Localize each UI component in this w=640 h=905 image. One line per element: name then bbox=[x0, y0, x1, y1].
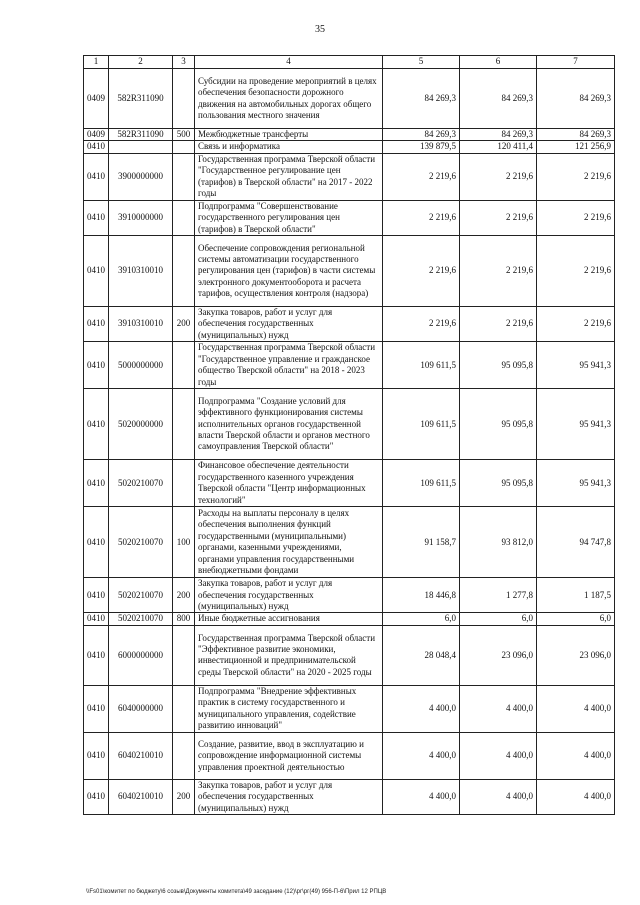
target-article-code: 6040000000 bbox=[109, 685, 173, 732]
target-article-code: 5000000000 bbox=[109, 342, 173, 389]
amount-col-6: 23 096,0 bbox=[460, 625, 537, 685]
amount-col-7: 4 400,0 bbox=[537, 732, 615, 779]
item-name: Межбюджетные трансферты bbox=[195, 129, 383, 141]
target-article-code: 6040210010 bbox=[109, 779, 173, 814]
target-article-code: 5020210070 bbox=[109, 507, 173, 578]
amount-col-5: 4 400,0 bbox=[383, 685, 460, 732]
item-name: Обеспечение сопровождения региональной системы автоматизации государственного регулирования цен (тарифов) в части системы электронного документооборота и расчета тарифов, осуществления контроля (надзора) bbox=[195, 236, 383, 307]
section-code: 0410 bbox=[84, 625, 109, 685]
section-code: 0410 bbox=[84, 389, 109, 460]
target-article-code: 5020210070 bbox=[109, 578, 173, 613]
amount-col-5: 139 879,5 bbox=[383, 141, 460, 153]
target-article-code: 5020000000 bbox=[109, 389, 173, 460]
amount-col-7: 1 187,5 bbox=[537, 578, 615, 613]
amount-col-7: 94 747,8 bbox=[537, 507, 615, 578]
amount-col-5: 109 611,5 bbox=[383, 460, 460, 507]
expense-type-code: 500 bbox=[173, 129, 195, 141]
target-article-code: 3910310010 bbox=[109, 236, 173, 307]
amount-col-5: 2 219,6 bbox=[383, 236, 460, 307]
section-code: 0410 bbox=[84, 141, 109, 153]
expense-type-code bbox=[173, 141, 195, 153]
amount-col-5: 84 269,3 bbox=[383, 69, 460, 129]
item-name: Создание, развитие, ввод в эксплуатацию и сопровождение информационной системы управления проектной деятельностью bbox=[195, 732, 383, 779]
item-name: Государственная программа Тверской области "Государственное регулирование цен (тарифов) в Тверской области" на 2017 - 2022 годы bbox=[195, 153, 383, 200]
amount-col-5: 2 219,6 bbox=[383, 307, 460, 342]
table-row bbox=[84, 153, 615, 200]
item-name: Закупка товаров, работ и услуг для обеспечения государственных (муниципальных) нужд bbox=[195, 779, 383, 814]
target-article-code: 5020210070 bbox=[109, 460, 173, 507]
amount-col-6: 4 400,0 bbox=[460, 685, 537, 732]
amount-col-6: 84 269,3 bbox=[460, 129, 537, 141]
amount-col-5: 84 269,3 bbox=[383, 129, 460, 141]
item-name: Подпрограмма "Совершенствование государственного регулирования цен (тарифов) в Тверской области" bbox=[195, 200, 383, 235]
item-name: Закупка товаров, работ и услуг для обеспечения государственных (муниципальных) нужд bbox=[195, 578, 383, 613]
amount-col-7: 95 941,3 bbox=[537, 389, 615, 460]
item-name: Расходы на выплаты персоналу в целях обеспечения выполнения функций государственными (муниципальными) органами, казенными учреждениями, органами управления государственными внебюджетными фондами bbox=[195, 507, 383, 578]
section-code: 0409 bbox=[84, 129, 109, 141]
amount-col-7: 95 941,3 bbox=[537, 342, 615, 389]
amount-col-7: 84 269,3 bbox=[537, 69, 615, 129]
table-row bbox=[84, 507, 615, 578]
amount-col-6: 6,0 bbox=[460, 613, 537, 625]
expense-type-code: 100 bbox=[173, 507, 195, 578]
table-row bbox=[84, 732, 615, 779]
item-name: Подпрограмма "Создание условий для эффективного функционирования системы исполнительных органов государственной власти Тверской области и органов местного самоуправления Тверской области" bbox=[195, 389, 383, 460]
amount-col-5: 109 611,5 bbox=[383, 342, 460, 389]
item-name: Государственная программа Тверской области "Государственное управление и гражданское общество Тверской области" на 2018 - 2023 годы bbox=[195, 342, 383, 389]
target-article-code: 3900000000 bbox=[109, 153, 173, 200]
amount-col-7: 6,0 bbox=[537, 613, 615, 625]
section-code: 0410 bbox=[84, 307, 109, 342]
amount-col-6: 93 812,0 bbox=[460, 507, 537, 578]
amount-col-7: 2 219,6 bbox=[537, 307, 615, 342]
expense-type-code bbox=[173, 200, 195, 235]
header-cell: 5 bbox=[383, 56, 460, 69]
expense-type-code bbox=[173, 69, 195, 129]
expense-type-code bbox=[173, 342, 195, 389]
header-cell: 6 bbox=[460, 56, 537, 69]
amount-col-7: 84 269,3 bbox=[537, 129, 615, 141]
item-name: Закупка товаров, работ и услуг для обеспечения государственных (муниципальных) нужд bbox=[195, 307, 383, 342]
expense-type-code bbox=[173, 389, 195, 460]
target-article-code: 6040210010 bbox=[109, 732, 173, 779]
budget-table bbox=[83, 55, 615, 815]
amount-col-5: 91 158,7 bbox=[383, 507, 460, 578]
amount-col-6: 1 277,8 bbox=[460, 578, 537, 613]
section-code: 0410 bbox=[84, 236, 109, 307]
item-name: Связь и информатика bbox=[195, 141, 383, 153]
amount-col-5: 6,0 bbox=[383, 613, 460, 625]
section-code: 0410 bbox=[84, 200, 109, 235]
item-name: Финансовое обеспечение деятельности государственного казенного учреждения Тверской области "Центр информационных технологий" bbox=[195, 460, 383, 507]
target-article-code: 582R311090 bbox=[109, 129, 173, 141]
footer-file-path: \\Fs01\комитет по бюджету\6 созыв\Документы комитета\49 заседание (12)\рг\рг(49) 956-П-6\Прил 12 РПЦВ bbox=[86, 889, 387, 895]
section-code: 0410 bbox=[84, 507, 109, 578]
expense-type-code: 200 bbox=[173, 779, 195, 814]
table-row bbox=[84, 200, 615, 235]
target-article-code: 582R311090 bbox=[109, 69, 173, 129]
target-article-code: 6000000000 bbox=[109, 625, 173, 685]
table-row bbox=[84, 389, 615, 460]
expense-type-code bbox=[173, 625, 195, 685]
table-row bbox=[84, 307, 615, 342]
amount-col-7: 23 096,0 bbox=[537, 625, 615, 685]
amount-col-6: 2 219,6 bbox=[460, 200, 537, 235]
table-row bbox=[84, 625, 615, 685]
amount-col-6: 95 095,8 bbox=[460, 389, 537, 460]
page-number: 35 bbox=[315, 24, 325, 35]
expense-type-code: 200 bbox=[173, 307, 195, 342]
target-article-code: 5020210070 bbox=[109, 613, 173, 625]
table-row bbox=[84, 141, 615, 153]
amount-col-6: 95 095,8 bbox=[460, 342, 537, 389]
section-code: 0410 bbox=[84, 342, 109, 389]
expense-type-code bbox=[173, 236, 195, 307]
amount-col-7: 4 400,0 bbox=[537, 685, 615, 732]
amount-col-6: 2 219,6 bbox=[460, 153, 537, 200]
section-code: 0410 bbox=[84, 685, 109, 732]
item-name: Субсидии на проведение мероприятий в целях обеспечения безопасности дорожного движения на автомобильных дорогах общего пользования местного значения bbox=[195, 69, 383, 129]
amount-col-6: 4 400,0 bbox=[460, 779, 537, 814]
table-row bbox=[84, 236, 615, 307]
item-name: Государственная программа Тверской области "Эффективное развитие экономики, инвестиционной и предпринимательской среды Тверской области" на 2020 - 2025 годы bbox=[195, 625, 383, 685]
amount-col-5: 4 400,0 bbox=[383, 732, 460, 779]
amount-col-5: 2 219,6 bbox=[383, 200, 460, 235]
target-article-code: 3910310010 bbox=[109, 307, 173, 342]
amount-col-5: 2 219,6 bbox=[383, 153, 460, 200]
amount-col-5: 28 048,4 bbox=[383, 625, 460, 685]
section-code: 0410 bbox=[84, 732, 109, 779]
section-code: 0410 bbox=[84, 613, 109, 625]
expense-type-code bbox=[173, 732, 195, 779]
table-row bbox=[84, 129, 615, 141]
amount-col-7: 4 400,0 bbox=[537, 779, 615, 814]
amount-col-6: 95 095,8 bbox=[460, 460, 537, 507]
header-cell: 3 bbox=[173, 56, 195, 69]
amount-col-6: 120 411,4 bbox=[460, 141, 537, 153]
header-cell: 7 bbox=[537, 56, 615, 69]
table-row bbox=[84, 779, 615, 814]
header-row bbox=[84, 56, 615, 69]
expense-type-code bbox=[173, 153, 195, 200]
section-code: 0410 bbox=[84, 779, 109, 814]
target-article-code bbox=[109, 141, 173, 153]
target-article-code: 3910000000 bbox=[109, 200, 173, 235]
amount-col-7: 2 219,6 bbox=[537, 153, 615, 200]
amount-col-5: 4 400,0 bbox=[383, 779, 460, 814]
header-cell: 2 bbox=[109, 56, 173, 69]
table-row bbox=[84, 578, 615, 613]
amount-col-7: 2 219,6 bbox=[537, 200, 615, 235]
amount-col-6: 2 219,6 bbox=[460, 307, 537, 342]
amount-col-5: 18 446,8 bbox=[383, 578, 460, 613]
table-row bbox=[84, 69, 615, 129]
table-row bbox=[84, 460, 615, 507]
amount-col-6: 2 219,6 bbox=[460, 236, 537, 307]
expense-type-code: 200 bbox=[173, 578, 195, 613]
section-code: 0409 bbox=[84, 69, 109, 129]
amount-col-5: 109 611,5 bbox=[383, 389, 460, 460]
amount-col-7: 121 256,9 bbox=[537, 141, 615, 153]
section-code: 0410 bbox=[84, 153, 109, 200]
expense-type-code bbox=[173, 460, 195, 507]
item-name: Подпрограмма "Внедрение эффективных практик в систему государственного и муниципального управления, содействие развитию инноваций" bbox=[195, 685, 383, 732]
expense-type-code: 800 bbox=[173, 613, 195, 625]
table-row bbox=[84, 685, 615, 732]
amount-col-7: 95 941,3 bbox=[537, 460, 615, 507]
section-code: 0410 bbox=[84, 460, 109, 507]
expense-type-code bbox=[173, 685, 195, 732]
section-code: 0410 bbox=[84, 578, 109, 613]
header-cell: 4 bbox=[195, 56, 383, 69]
item-name: Иные бюджетные ассигнования bbox=[195, 613, 383, 625]
amount-col-7: 2 219,6 bbox=[537, 236, 615, 307]
amount-col-6: 84 269,3 bbox=[460, 69, 537, 129]
header-cell: 1 bbox=[84, 56, 109, 69]
table-row bbox=[84, 342, 615, 389]
table-row bbox=[84, 613, 615, 625]
amount-col-6: 4 400,0 bbox=[460, 732, 537, 779]
